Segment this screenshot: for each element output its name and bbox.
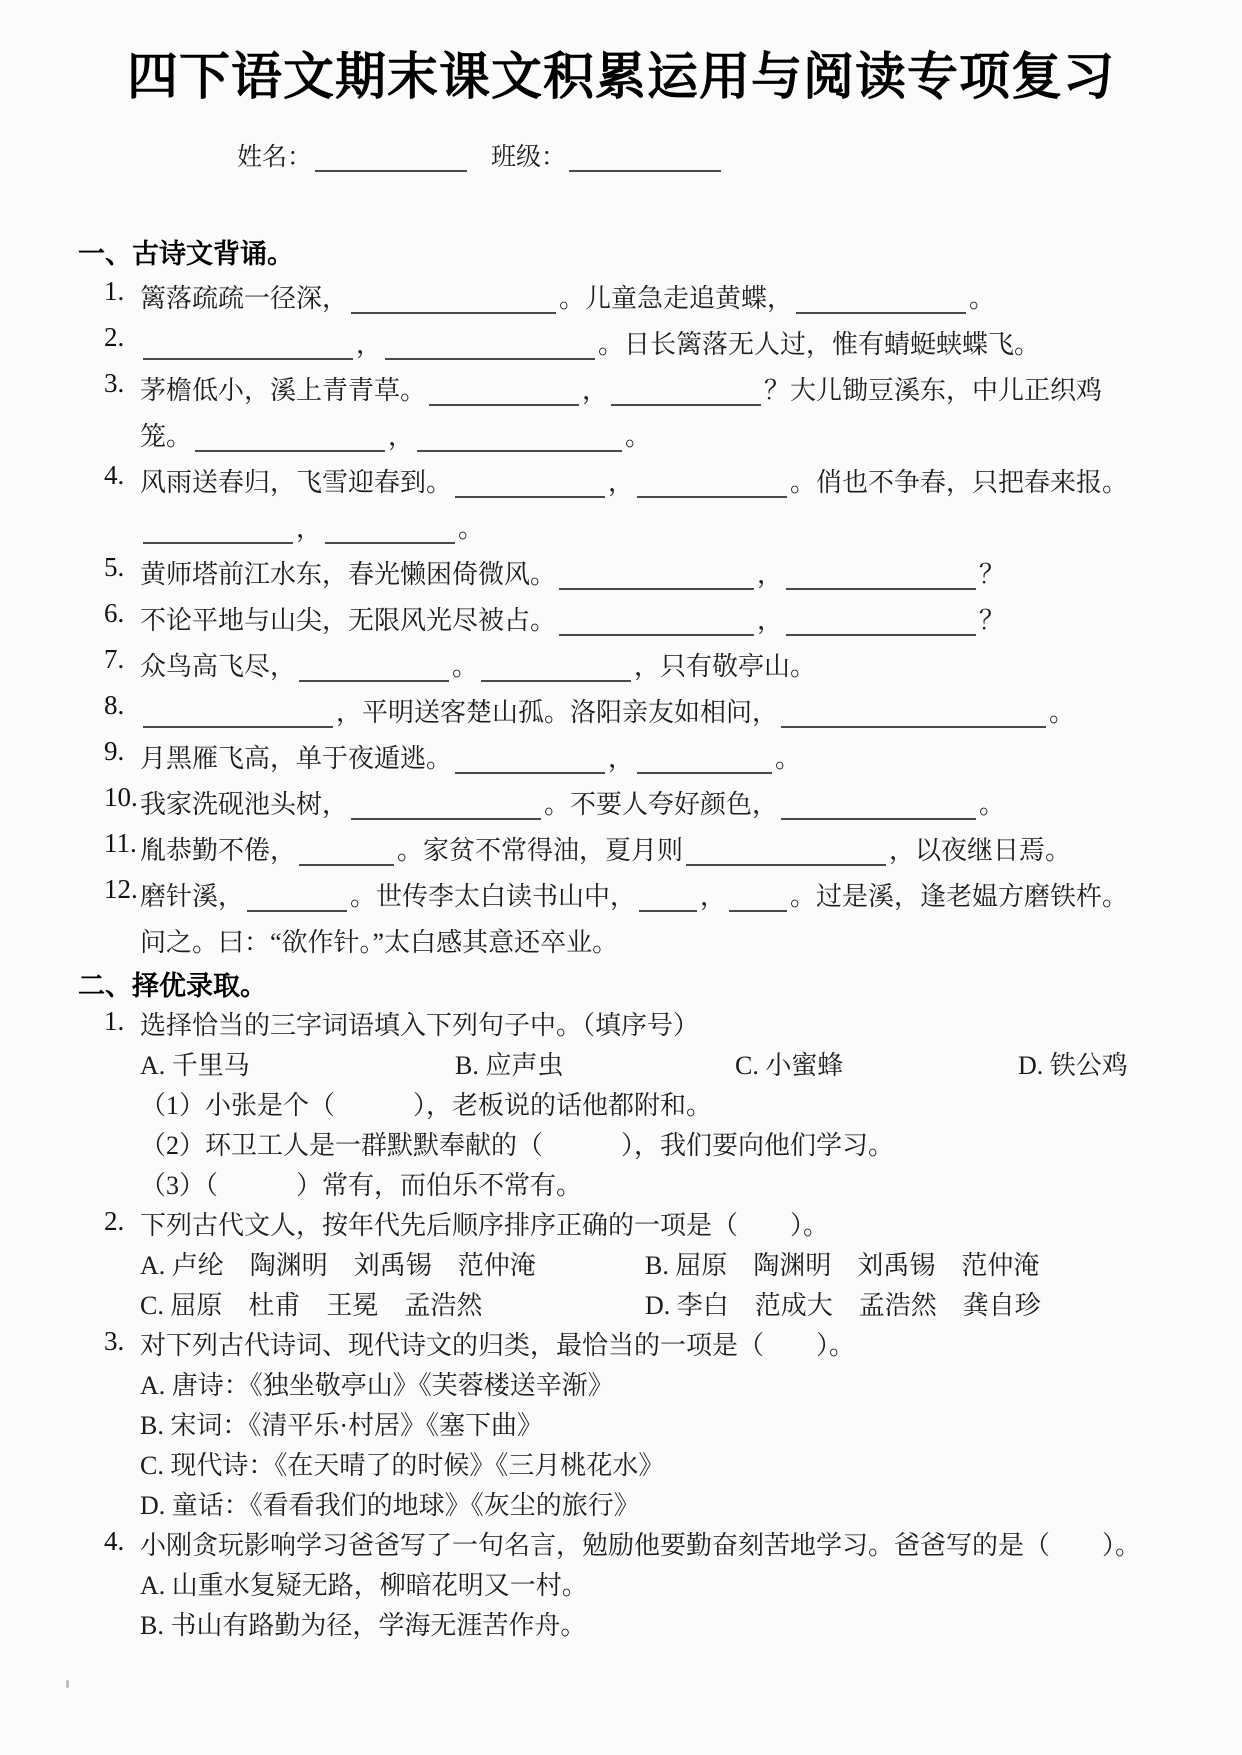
question-number: 9.: [104, 736, 125, 766]
question-text: 。: [969, 284, 996, 313]
answer-blank-line: [455, 742, 605, 774]
question-text: ？: [979, 606, 1006, 635]
question-line: [140, 736, 1202, 782]
sub-question-text: （2）环卫工人是一群默默奉献的（ ），我们要向他们学习。: [140, 1131, 895, 1160]
section-1-items: [78, 276, 1202, 966]
answer-blank-line: [611, 374, 761, 406]
section-2-items: [78, 1006, 1202, 1646]
answer-blank-line: [385, 328, 595, 360]
question-line: [140, 506, 1202, 552]
question-text: 不论平地与山尖，无限风光尽被占。: [140, 606, 557, 635]
question-item: [78, 690, 1202, 736]
question-text: 黄师塔前江水东，春光懒困倚微风。: [140, 560, 557, 589]
question-line: [140, 690, 1202, 736]
question-item: [78, 1326, 1202, 1526]
sub-question-line: [140, 1086, 1202, 1126]
question-number: 5.: [104, 552, 125, 582]
answer-blank-line: [351, 282, 556, 314]
question-line: [140, 276, 1202, 322]
answer-blank-line: [143, 328, 353, 360]
question-number: 2.: [104, 322, 125, 352]
question-line: [140, 368, 1202, 414]
question-line: [140, 1006, 1202, 1046]
answer-blank-line: [299, 650, 449, 682]
answer-blank-line: [781, 788, 976, 820]
question-line: [140, 828, 1202, 874]
sub-question-text: （1）小张是个（ ），老板说的话他都附和。: [140, 1091, 713, 1120]
question-text: 风雨送春归，飞雪迎春到。: [140, 468, 453, 497]
question-text: 。: [458, 514, 485, 543]
question-number: 8.: [104, 690, 125, 720]
question-item: [78, 598, 1202, 644]
question-item: [78, 874, 1202, 966]
answer-blank-line: [325, 512, 455, 544]
sub-question-line: [140, 1126, 1202, 1166]
answer-blank-line: [686, 834, 886, 866]
option-row: [140, 1286, 1202, 1326]
section-2-heading: 二、择优录取。: [78, 971, 267, 1001]
option-row: [140, 1046, 1202, 1086]
answer-blank-line: [429, 374, 579, 406]
question-line: [140, 874, 1202, 920]
question-line: [140, 782, 1202, 828]
option-label: C. 屈原 杜甫 王冕 孟浩然: [140, 1291, 483, 1320]
sub-question-text: B. 书山有路勤为径，学海无涯苦作舟。: [140, 1611, 587, 1640]
question-item: [78, 552, 1202, 598]
question-item: [78, 276, 1202, 322]
option-label: D. 铁公鸡: [1018, 1051, 1128, 1080]
question-text: 对下列古代诗词、现代诗文的归类，最恰当的一项是（ ）。: [140, 1331, 856, 1360]
sub-question-text: B. 宋词：《清平乐·村居》《塞下曲》: [140, 1411, 544, 1440]
option-label: B. 应声虫: [455, 1051, 564, 1080]
question-line: [140, 1326, 1202, 1366]
section-1-heading: 一、古诗文背诵。: [78, 239, 294, 269]
answer-blank-line: [786, 558, 976, 590]
sub-question-line: [140, 1406, 1202, 1446]
sub-question-text: C. 现代诗：《在天晴了的时候》《三月桃花水》: [140, 1451, 665, 1480]
question-item: [78, 368, 1202, 460]
question-line: [140, 460, 1202, 506]
question-item: [78, 1526, 1202, 1646]
question-text: ，: [700, 882, 727, 911]
question-text: 胤恭勤不倦，: [140, 836, 297, 865]
option-row: [140, 1246, 1202, 1286]
sub-question-line: [140, 1486, 1202, 1526]
answer-blank-line: [559, 558, 754, 590]
question-text: ，: [388, 422, 415, 451]
question-line: [140, 1526, 1202, 1566]
question-text: ，: [757, 560, 784, 589]
question-text: 。俏也不争春，只把春来报。: [790, 468, 1129, 497]
answer-blank-line: [786, 604, 976, 636]
question-item: [78, 782, 1202, 828]
question-item: [78, 644, 1202, 690]
question-text: 。家贫不常得油，夏月则: [397, 836, 684, 865]
question-number: 7.: [104, 644, 125, 674]
question-number: 4.: [104, 460, 125, 490]
answer-blank-line: [247, 880, 347, 912]
class-label: 班级：: [491, 144, 567, 171]
question-text: 。过是溪，逢老媪方磨铁杵。: [790, 882, 1129, 911]
question-text: 我家洗砚池头树，: [140, 790, 349, 819]
question-text: 篱落疏疏一径深，: [140, 284, 349, 313]
question-text: 下列古代文人，按年代先后顺序排序正确的一项是（ ）。: [140, 1211, 830, 1240]
answer-blank-line: [559, 604, 754, 636]
question-number: 1.: [104, 276, 125, 306]
question-text: 。儿童急走追黄蝶，: [559, 284, 794, 313]
answer-blank-line: [781, 696, 1046, 728]
sub-question-line: [140, 1366, 1202, 1406]
question-text: 月黑雁飞高，单于夜遁逃。: [140, 744, 453, 773]
sub-question-line: [140, 1566, 1202, 1606]
page-title: 四下语文期末课文积累运用与阅读专项复习: [126, 48, 1115, 105]
question-number: 6.: [104, 598, 125, 628]
question-line: [140, 552, 1202, 598]
question-text: ，平明送客楚山孤。洛阳亲友如相问，: [336, 698, 779, 727]
question-number: 1.: [104, 1006, 125, 1036]
answer-blank-line: [639, 880, 697, 912]
question-item: [78, 322, 1202, 368]
question-item: [78, 1006, 1202, 1206]
question-line: [140, 644, 1202, 690]
sub-question-text: A. 唐诗：《独坐敬亭山》《芙蓉楼送辛渐》: [140, 1371, 614, 1400]
option-label: A. 卢纶 陶渊明 刘禹锡 范仲淹: [140, 1251, 536, 1280]
question-number: 4.: [104, 1526, 125, 1556]
question-line: [140, 322, 1202, 368]
question-text: 。: [1049, 698, 1076, 727]
question-number: 11.: [104, 828, 137, 858]
question-line: [140, 598, 1202, 644]
sub-question-text: A. 山重水复疑无路，柳暗花明又一村。: [140, 1571, 588, 1600]
question-number: 12.: [104, 874, 138, 904]
question-number: 2.: [104, 1206, 125, 1236]
answer-blank-line: [729, 880, 787, 912]
question-text: ，: [757, 606, 784, 635]
scan-artifact-speck: [66, 1680, 69, 1688]
answer-blank-line: [417, 420, 622, 452]
question-text: 笼。: [140, 422, 193, 451]
question-text: ，以夜继日焉。: [889, 836, 1072, 865]
sub-question-line: [140, 1606, 1202, 1646]
question-item: [78, 460, 1202, 552]
name-label: 姓名：: [237, 144, 313, 171]
answer-blank-line: [481, 650, 631, 682]
answer-blank-line: [195, 420, 385, 452]
question-item: [78, 828, 1202, 874]
worksheet-content: [0, 232, 1242, 1646]
question-text: ？: [979, 560, 1006, 589]
question-text: 磨针溪，: [140, 882, 245, 911]
question-text: 众鸟高飞尽，: [140, 652, 297, 681]
answer-blank-line: [299, 834, 394, 866]
question-number: 10.: [104, 782, 138, 812]
question-item: [78, 736, 1202, 782]
question-text: 。: [979, 790, 1006, 819]
answer-blank-line: [637, 466, 787, 498]
question-number: 3.: [104, 368, 125, 398]
answer-blank-line: [351, 788, 541, 820]
question-text: ，: [356, 330, 383, 359]
sub-question-text: D. 童话：《看看我们的地球》《灰尘的旅行》: [140, 1491, 640, 1520]
question-text: 。不要人夸好颜色，: [544, 790, 779, 819]
question-text: ，: [582, 376, 609, 405]
question-text: 。: [625, 422, 652, 451]
class-blank-line: [569, 140, 721, 172]
question-line: [140, 1206, 1202, 1246]
question-text: 选择恰当的三字词语填入下列句子中。（填序号）: [140, 1011, 700, 1040]
question-text: 。: [452, 652, 479, 681]
question-text: ，: [608, 468, 635, 497]
question-text: 。世传李太白读书山中，: [350, 882, 637, 911]
name-blank-line: [315, 140, 467, 172]
answer-blank-line: [796, 282, 966, 314]
question-text: 茅檐低小，溪上青青草。: [140, 376, 427, 405]
question-text: ，: [296, 514, 323, 543]
option-label: D. 李白 范成大 孟浩然 龚自珍: [645, 1291, 1041, 1320]
sub-question-text: （3）（ ）常有，而伯乐不常有。: [140, 1171, 583, 1200]
question-text: ，只有敬亭山。: [634, 652, 817, 681]
question-text: 问之。曰：“欲作针。”太白感其意还卒业。: [140, 928, 619, 957]
question-number: 3.: [104, 1326, 125, 1356]
question-item: [78, 1206, 1202, 1326]
option-label: A. 千里马: [140, 1051, 250, 1080]
sub-question-line: [140, 1166, 1202, 1206]
question-text: ，: [608, 744, 635, 773]
name-class-row: [237, 140, 1242, 174]
question-text: 。日长篱落无人过，惟有蜻蜓蛱蝶飞。: [598, 330, 1041, 359]
question-line: [140, 920, 1202, 966]
question-text: 小刚贪玩影响学习爸爸写了一句名言，勉励他要勤奋刻苦地学习。爸爸写的是（ ）。: [140, 1531, 1142, 1560]
answer-blank-line: [143, 696, 333, 728]
question-text: 。: [775, 744, 802, 773]
answer-blank-line: [455, 466, 605, 498]
option-label: B. 屈原 陶渊明 刘禹锡 范仲淹: [645, 1251, 1040, 1280]
answer-blank-line: [143, 512, 293, 544]
sub-question-line: [140, 1446, 1202, 1486]
question-line: [140, 414, 1202, 460]
answer-blank-line: [637, 742, 772, 774]
option-label: C. 小蜜蜂: [735, 1051, 844, 1080]
question-text: ？大儿锄豆溪东，中儿正织鸡: [764, 376, 1103, 405]
